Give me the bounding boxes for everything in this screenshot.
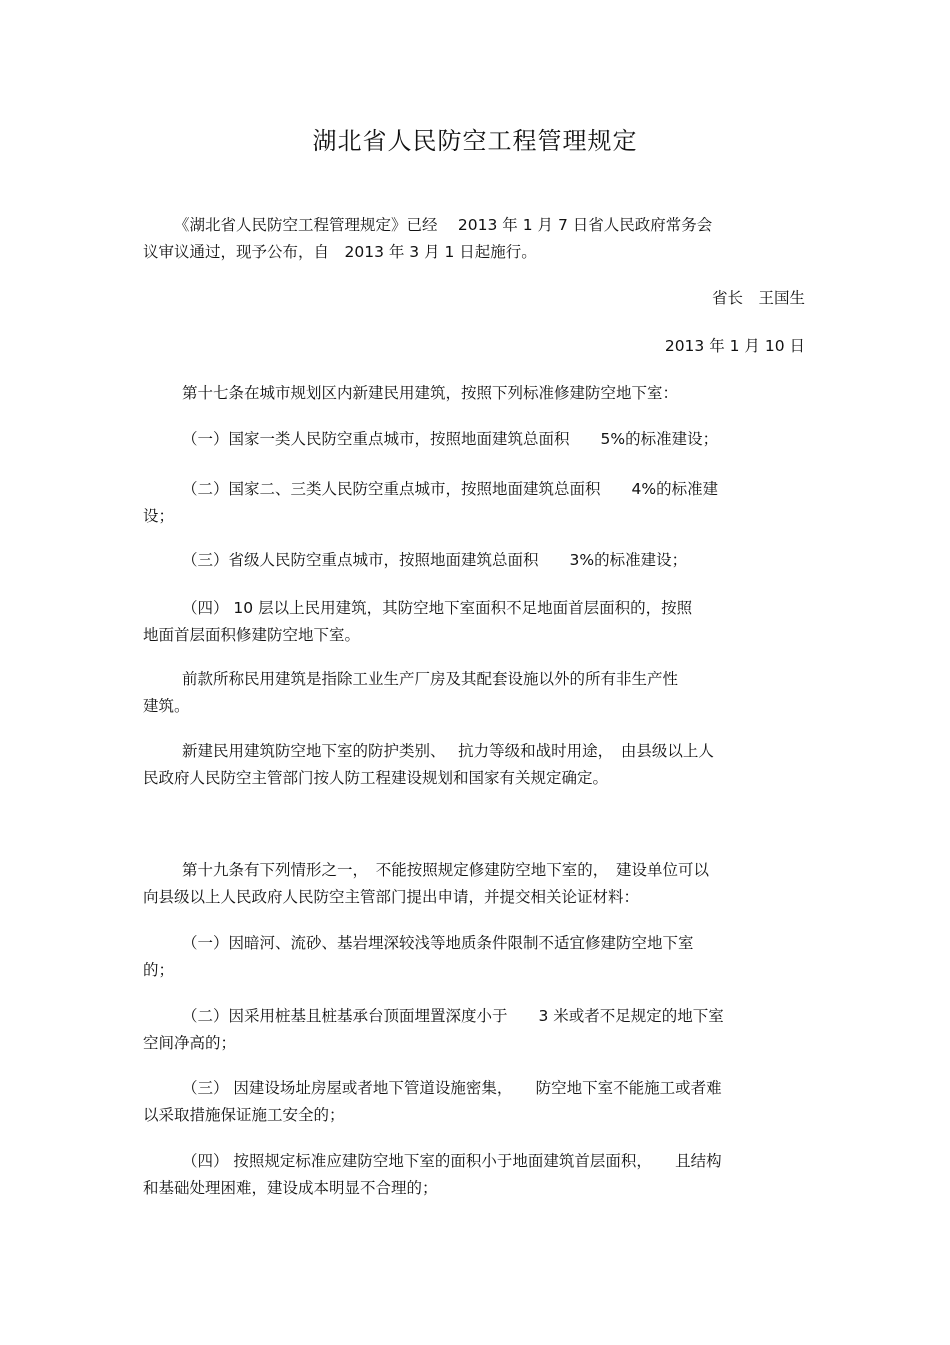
article-17-item-2-line-2: 设； [143, 507, 175, 525]
article-17-item-4 [143, 595, 805, 649]
article-17-item-4-line-1: （四） 10 层以上民用建筑，其防空地下室面积不足地面首层面积的，按照 [182, 599, 693, 617]
article-19-item-1 [143, 930, 805, 984]
signature: 省长 王国生 [711, 289, 805, 307]
article-19-intro-line-2: 向县级以上人民政府人民防空主管部门提出申请，并提交相关论证材料： [143, 888, 640, 906]
article-19-item-1-line-2: 的； [143, 961, 175, 979]
preamble-line-1: 《湖北省人民防空工程管理规定》已经 2013 年 1 月 7 日省人民政府常务会 [174, 216, 713, 234]
article-17-item-3-text: （三）省级人民防空重点城市，按照地面建筑总面积 3%的标准建设； [182, 551, 688, 569]
article-19-item-2-line-1: （二）因采用桩基且桩基承台顶面埋置深度小于 3 米或者不足规定的地下室 [182, 1007, 724, 1025]
issue-date: 2013 年 1 月 10 日 [664, 337, 805, 355]
article-17-item-1 [143, 426, 805, 453]
article-19-intro-line-1: 第十九条有下列情形之一， 不能按照规定修建防空地下室的， 建设单位可以 [182, 861, 710, 879]
preamble-line-2: 议审议通过，现予公布，自 2013 年 3 月 1 日起施行。 [143, 243, 537, 261]
article-19-item-4-line-2: 和基础处理困难，建设成本明显不合理的； [143, 1179, 438, 1197]
article-17-paragraph [143, 738, 805, 792]
article-17-item-2-line-1: （二）国家二、三类人民防空重点城市，按照地面建筑总面积 4%的标准建 [182, 480, 719, 498]
preamble-paragraph [143, 212, 805, 266]
article-19-item-2 [143, 1003, 805, 1057]
article-19-intro [143, 857, 805, 911]
article-17-item-1-text: （一）国家一类人民防空重点城市，按照地面建筑总面积 5%的标准建设； [182, 430, 719, 448]
article-17-note-line-2: 建筑。 [143, 697, 190, 715]
article-19-item-3-line-1: （三） 因建设场址房屋或者地下管道设施密集， 防空地下室不能施工或者难 [182, 1079, 722, 1097]
document-title: 湖北省人民防空工程管理规定 [312, 127, 638, 155]
article-17-note [143, 666, 805, 720]
article-17-item-3 [143, 547, 805, 574]
article-19-item-1-line-1: （一）因暗河、流砂、基岩埋深较浅等地质条件限制不适宜修建防空地下室 [182, 934, 694, 952]
article-17-note-line-1: 前款所称民用建筑是指除工业生产厂房及其配套设施以外的所有非生产性 [182, 670, 679, 688]
article-19-item-3-line-2: 以采取措施保证施工安全的； [143, 1106, 345, 1124]
article-19-item-4 [143, 1148, 805, 1202]
article-17-paragraph-line-2: 民政府人民防空主管部门按人防工程建设规划和国家有关规定确定。 [143, 769, 609, 787]
article-17-item-4-line-2: 地面首层面积修建防空地下室。 [143, 626, 361, 644]
article-19-item-3 [143, 1075, 805, 1129]
article-17-item-2 [143, 476, 805, 530]
article-17-intro [143, 380, 805, 407]
article-19-item-2-line-2: 空间净高的； [143, 1034, 237, 1052]
article-17-intro-text: 第十七条在城市规划区内新建民用建筑，按照下列标准修建防空地下室： [182, 384, 679, 402]
article-17-paragraph-line-1: 新建民用建筑防空地下室的防护类别、 抗力等级和战时用途， 由县级以上人 [182, 742, 714, 760]
article-19-item-4-line-1: （四） 按照规定标准应建防空地下室的面积小于地面建筑首层面积， 且结构 [182, 1152, 722, 1170]
